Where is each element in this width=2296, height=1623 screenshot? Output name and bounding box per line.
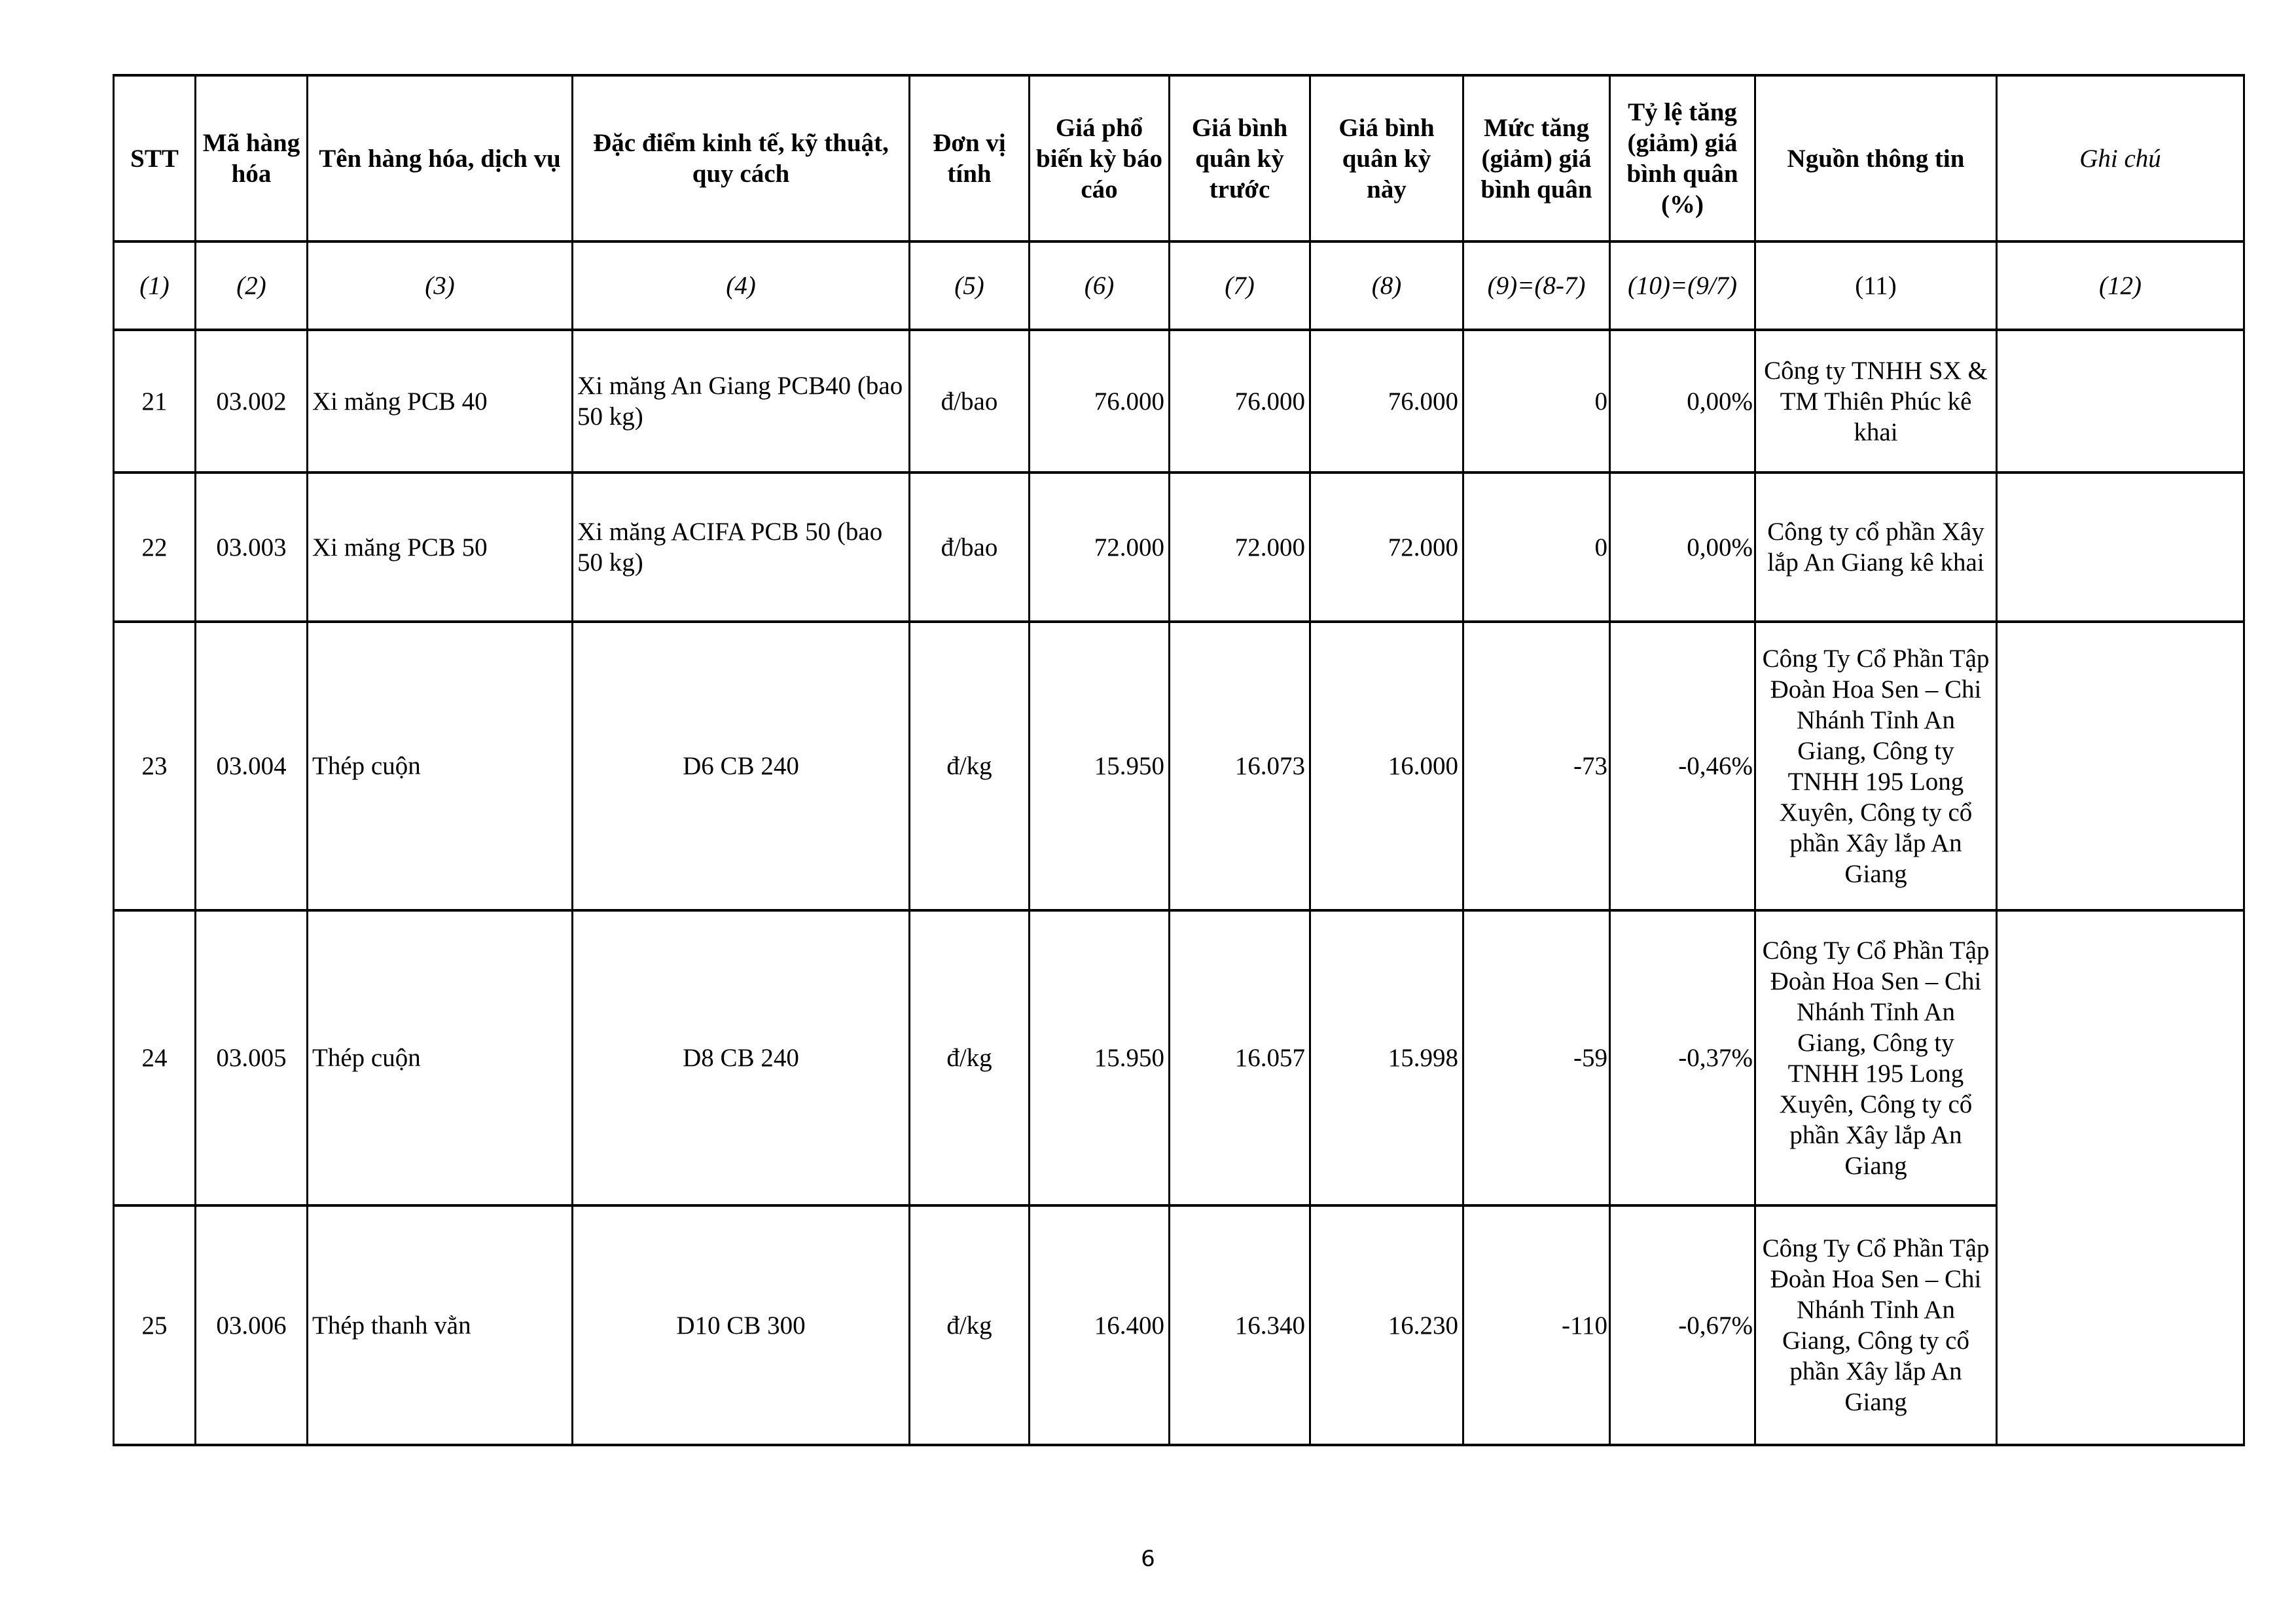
column-number: (9)=(8-7) (1463, 241, 1610, 330)
cell-price-curr: 15.998 (1310, 910, 1463, 1205)
cell-source: Công ty cổ phần Xây lắp An Giang kê khai (1755, 473, 1997, 622)
header-note: Ghi chú (1997, 75, 2244, 241)
cell-change: 0 (1463, 330, 1610, 473)
cell-change-pct: 0,00% (1610, 330, 1755, 473)
header-spec: Đặc điểm kinh tế, kỹ thuật, quy cách (573, 75, 910, 241)
cell-note (1997, 622, 2244, 910)
cell-source: Công ty TNHH SX & TM Thiên Phúc kê khai (1755, 330, 1997, 473)
cell-price-common: 15.950 (1030, 910, 1170, 1205)
cell-price-prev: 16.057 (1170, 910, 1310, 1205)
header-change: Mức tăng (giảm) giá bình quân (1463, 75, 1610, 241)
cell-price-curr: 76.000 (1310, 330, 1463, 473)
header-name: Tên hàng hóa, dịch vụ (308, 75, 573, 241)
cell-change-pct: -0,67% (1610, 1205, 1755, 1445)
column-number: (2) (196, 241, 308, 330)
cell-change: -73 (1463, 622, 1610, 910)
cell-spec: Xi măng An Giang PCB40 (bao 50 kg) (573, 330, 910, 473)
cell-name: Xi măng PCB 40 (308, 330, 573, 473)
table-row (114, 622, 2244, 910)
table-row (114, 330, 2244, 473)
column-number: (11) (1755, 241, 1997, 330)
cell-source: Công Ty Cổ Phần Tập Đoàn Hoa Sen – Chi Nhánh Tỉnh An Giang, Công ty cổ phần Xây lắp An Giang (1755, 1205, 1997, 1445)
cell-stt: 23 (114, 622, 196, 910)
page-number: 6 (1141, 1546, 1155, 1572)
price-table (113, 74, 2245, 1446)
header-stt: STT (114, 75, 196, 241)
header-price-curr: Giá bình quân kỳ này (1310, 75, 1463, 241)
column-number: (12) (1997, 241, 2244, 330)
cell-change-pct: -0,46% (1610, 622, 1755, 910)
cell-change-pct: -0,37% (1610, 910, 1755, 1205)
cell-spec: D8 CB 240 (573, 910, 910, 1205)
cell-price-common: 16.400 (1030, 1205, 1170, 1445)
column-number: (10)=(9/7) (1610, 241, 1755, 330)
header-price-prev: Giá bình quân kỳ trước (1170, 75, 1310, 241)
cell-unit: đ/kg (910, 910, 1030, 1205)
cell-stt: 22 (114, 473, 196, 622)
cell-code: 03.005 (196, 910, 308, 1205)
cell-spec: D6 CB 240 (573, 622, 910, 910)
cell-note-merged (1997, 910, 2244, 1445)
cell-price-prev: 72.000 (1170, 473, 1310, 622)
column-number: (6) (1030, 241, 1170, 330)
cell-unit: đ/bao (910, 473, 1030, 622)
cell-name: Thép cuộn (308, 622, 573, 910)
header-code: Mã hàng hóa (196, 75, 308, 241)
table-row (114, 1205, 2244, 1445)
cell-name: Thép cuộn (308, 910, 573, 1205)
cell-change-pct: 0,00% (1610, 473, 1755, 622)
cell-spec: D10 CB 300 (573, 1205, 910, 1445)
cell-note (1997, 330, 2244, 473)
cell-stt: 21 (114, 330, 196, 473)
cell-price-common: 15.950 (1030, 622, 1170, 910)
cell-change: 0 (1463, 473, 1610, 622)
column-number: (3) (308, 241, 573, 330)
cell-code: 03.004 (196, 622, 308, 910)
cell-price-prev: 16.340 (1170, 1205, 1310, 1445)
table-row (114, 473, 2244, 622)
cell-price-common: 72.000 (1030, 473, 1170, 622)
column-number-row (114, 241, 2244, 330)
cell-change: -59 (1463, 910, 1610, 1205)
cell-price-curr: 16.230 (1310, 1205, 1463, 1445)
cell-unit: đ/bao (910, 330, 1030, 473)
cell-note (1997, 473, 2244, 622)
cell-source: Công Ty Cổ Phần Tập Đoàn Hoa Sen – Chi Nhánh Tỉnh An Giang, Công ty TNHH 195 Long Xuyên, Công ty cổ phần Xây lắp An Giang (1755, 910, 1997, 1205)
cell-price-curr: 72.000 (1310, 473, 1463, 622)
column-number: (8) (1310, 241, 1463, 330)
cell-unit: đ/kg (910, 1205, 1030, 1445)
cell-price-prev: 16.073 (1170, 622, 1310, 910)
column-number: (5) (910, 241, 1030, 330)
cell-code: 03.003 (196, 473, 308, 622)
table-row (114, 910, 2244, 1205)
cell-unit: đ/kg (910, 622, 1030, 910)
cell-price-curr: 16.000 (1310, 622, 1463, 910)
header-unit: Đơn vị tính (910, 75, 1030, 241)
header-row (114, 75, 2244, 241)
cell-name: Thép thanh vằn (308, 1205, 573, 1445)
column-number: (7) (1170, 241, 1310, 330)
cell-code: 03.006 (196, 1205, 308, 1445)
header-change-pct: Tỷ lệ tăng (giảm) giá bình quân (%) (1610, 75, 1755, 241)
cell-code: 03.002 (196, 330, 308, 473)
cell-name: Xi măng PCB 50 (308, 473, 573, 622)
header-source: Nguồn thông tin (1755, 75, 1997, 241)
cell-price-common: 76.000 (1030, 330, 1170, 473)
cell-spec: Xi măng ACIFA PCB 50 (bao 50 kg) (573, 473, 910, 622)
cell-source: Công Ty Cổ Phần Tập Đoàn Hoa Sen – Chi Nhánh Tỉnh An Giang, Công ty TNHH 195 Long Xuyên, Công ty cổ phần Xây lắp An Giang (1755, 622, 1997, 910)
cell-price-prev: 76.000 (1170, 330, 1310, 473)
header-price-common: Giá phổ biến kỳ báo cáo (1030, 75, 1170, 241)
column-number: (1) (114, 241, 196, 330)
cell-stt: 25 (114, 1205, 196, 1445)
cell-stt: 24 (114, 910, 196, 1205)
column-number: (4) (573, 241, 910, 330)
cell-change: -110 (1463, 1205, 1610, 1445)
